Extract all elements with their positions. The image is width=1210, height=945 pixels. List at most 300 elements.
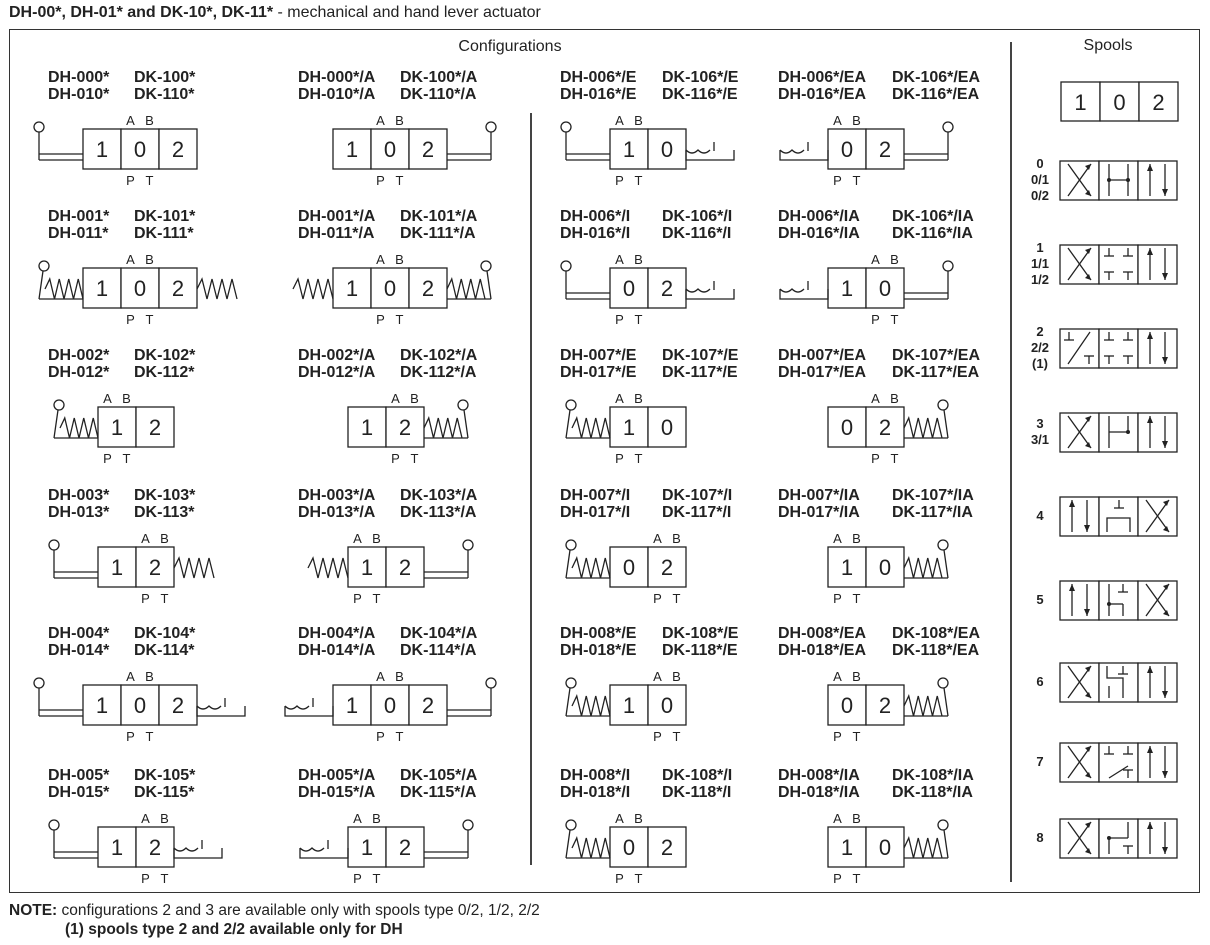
valve-position-label: 1: [345, 137, 359, 162]
config-code: DH-011*: [48, 225, 109, 242]
config-code: DH-017*/IA: [778, 504, 860, 521]
port-label-t: T: [634, 451, 643, 466]
config-code: DK-108*/EA: [892, 625, 981, 642]
config-code: DK-117*/I: [662, 504, 732, 521]
config-code: DH-016*/IA: [778, 225, 860, 242]
port-label-t: T: [160, 591, 169, 606]
config-code: DK-114*: [134, 642, 195, 659]
config-code: DK-101*/A: [400, 208, 478, 225]
config-code: DK-108*/I: [662, 767, 733, 784]
spool-symbol-2: [1059, 328, 1179, 370]
port-label-p: P: [615, 173, 624, 188]
config-code: DH-008*/IA: [778, 767, 860, 784]
port-label-a: A: [126, 113, 135, 128]
config-code: DK-101*: [134, 208, 196, 225]
valve-position-label: 0: [622, 835, 636, 860]
port-label-p: P: [833, 591, 842, 606]
note-label: NOTE:: [9, 902, 58, 919]
valve-position-label: 0: [133, 693, 147, 718]
valve-symbol: [38, 527, 298, 607]
port-label-p: P: [126, 173, 135, 188]
port-label-a: A: [391, 391, 400, 406]
valve-symbol: [288, 387, 548, 467]
spool-label-line: (1): [1032, 356, 1048, 371]
valve-symbol: [768, 807, 1028, 887]
config-code: DK-115*/A: [400, 784, 477, 801]
valve-symbol: [38, 109, 298, 189]
valve-position-label: 0: [133, 137, 147, 162]
config-code: DK-100*: [134, 69, 196, 86]
port-label-b: B: [395, 252, 404, 267]
port-label-p: P: [615, 451, 624, 466]
port-label-p: P: [615, 871, 624, 886]
port-label-p: P: [376, 729, 385, 744]
port-label-a: A: [615, 252, 624, 267]
config-code: DH-014*: [48, 642, 110, 659]
spool-label-line: 1/1: [1030, 256, 1050, 271]
config-code: DK-107*/IA: [892, 487, 974, 504]
config-code: DH-015*: [48, 784, 110, 801]
config-code: DK-105*/A: [400, 767, 478, 784]
valve-position-label: 1: [110, 555, 124, 580]
valve-position-label: 1: [95, 137, 109, 162]
config-code: DH-013*: [48, 504, 110, 521]
spool-label-line: 0/1: [1030, 172, 1050, 187]
port-label-p: P: [376, 312, 385, 327]
config-code: DH-006*/I: [560, 208, 631, 225]
config-code: DK-105*: [134, 767, 196, 784]
valve-position-label: 0: [383, 137, 397, 162]
config-code: DH-007*/EA: [778, 347, 867, 364]
spool-symbol-3: [1059, 412, 1179, 454]
config-code: DH-006*/IA: [778, 208, 860, 225]
valve-position-label: 2: [878, 693, 892, 718]
spool-label: [1020, 754, 1060, 770]
config-code: DH-004*: [48, 625, 110, 642]
valve-symbol: [288, 248, 548, 328]
valve-position-label: 1: [95, 276, 109, 301]
header-rest: - mechanical and hand lever actuator: [273, 4, 541, 21]
port-label-t: T: [395, 173, 404, 188]
valve-position-label: 1: [360, 555, 374, 580]
valve-position-label: 1: [110, 415, 124, 440]
port-label-b: B: [372, 531, 381, 546]
valve-position-label: 1: [622, 415, 636, 440]
config-code: DK-106*/IA: [892, 208, 974, 225]
valve-position-label: 2: [660, 555, 674, 580]
port-label-b: B: [160, 811, 169, 826]
valve-position-label: 2: [398, 555, 412, 580]
valve-position-label: 2: [421, 137, 435, 162]
port-label-a: A: [615, 811, 624, 826]
config-code: DH-001*/A: [298, 208, 376, 225]
config-code: DK-113*: [134, 504, 195, 521]
config-code: DK-102*/A: [400, 347, 478, 364]
valve-position-label: 1: [345, 693, 359, 718]
valve-position-label: 2: [421, 276, 435, 301]
port-label-t: T: [672, 591, 681, 606]
port-label-t: T: [145, 173, 154, 188]
config-code: DH-004*/A: [298, 625, 376, 642]
port-label-a: A: [833, 113, 842, 128]
valve-position-label: 2: [148, 835, 162, 860]
port-label-p: P: [126, 312, 135, 327]
valve-position-label: 1: [345, 276, 359, 301]
port-label-t: T: [890, 451, 899, 466]
port-label-b: B: [395, 113, 404, 128]
port-label-b: B: [395, 669, 404, 684]
config-code: DH-017*/I: [560, 504, 631, 521]
valve-position-label: 2: [421, 693, 435, 718]
spools-title: Spools: [1083, 37, 1133, 54]
port-label-a: A: [615, 391, 624, 406]
config-code: DH-016*/E: [560, 86, 637, 103]
port-label-p: P: [833, 871, 842, 886]
port-label-a: A: [376, 113, 385, 128]
port-label-t: T: [395, 729, 404, 744]
port-label-b: B: [410, 391, 419, 406]
port-label-b: B: [852, 669, 861, 684]
config-code: DK-118*/EA: [892, 642, 980, 659]
config-code: DH-015*/A: [298, 784, 376, 801]
config-code: DK-117*/E: [662, 364, 738, 381]
port-label-b: B: [634, 391, 643, 406]
valve-position-label: 1: [360, 835, 374, 860]
port-label-p: P: [353, 871, 362, 886]
spool-header-label: 0: [1113, 90, 1126, 115]
port-label-b: B: [372, 811, 381, 826]
port-label-b: B: [145, 113, 154, 128]
config-code: DH-001*: [48, 208, 110, 225]
note-line2: (1) spools type 2 and 2/2 available only for DH: [65, 921, 403, 938]
spool-header-symbol: [1060, 81, 1180, 125]
config-code: DK-106*/E: [662, 69, 739, 86]
port-label-b: B: [890, 391, 899, 406]
config-code: DH-000*/A: [298, 69, 376, 86]
config-code: DH-012*/A: [298, 364, 376, 381]
config-code: DH-018*/EA: [778, 642, 867, 659]
config-code: DH-007*/E: [560, 347, 637, 364]
port-label-t: T: [634, 312, 643, 327]
valve-position-label: 2: [878, 137, 892, 162]
config-code: DH-018*/I: [560, 784, 631, 801]
page-header: [9, 4, 541, 22]
config-code: DK-103*/A: [400, 487, 478, 504]
port-label-t: T: [852, 173, 861, 188]
config-code: DH-006*/EA: [778, 69, 867, 86]
config-code: DH-000*: [48, 69, 110, 86]
config-code: DK-100*/A: [400, 69, 478, 86]
spool-label: [1020, 592, 1060, 608]
config-code: DH-012*: [48, 364, 110, 381]
port-label-p: P: [391, 451, 400, 466]
port-label-a: A: [126, 252, 135, 267]
port-label-p: P: [615, 312, 624, 327]
config-code: DK-111*: [134, 225, 194, 242]
config-code: DH-016*/I: [560, 225, 631, 242]
config-code: DK-106*/I: [662, 208, 733, 225]
port-label-b: B: [145, 669, 154, 684]
port-label-a: A: [653, 669, 662, 684]
port-label-t: T: [145, 312, 154, 327]
config-code: DH-010*/A: [298, 86, 376, 103]
valve-symbol: [38, 248, 298, 328]
port-label-p: P: [833, 729, 842, 744]
valve-position-label: 0: [878, 555, 892, 580]
spool-label: [1020, 156, 1060, 204]
spool-label-line: 7: [1036, 754, 1044, 769]
valve-symbol: [288, 109, 548, 189]
valve-position-label: 0: [878, 276, 892, 301]
valve-position-label: 0: [840, 693, 854, 718]
config-code: DH-016*/EA: [778, 86, 867, 103]
port-label-a: A: [376, 669, 385, 684]
config-code: DK-108*/IA: [892, 767, 974, 784]
port-label-t: T: [145, 729, 154, 744]
config-code: DK-118*/IA: [892, 784, 973, 801]
valve-position-label: 1: [110, 835, 124, 860]
valve-symbol: [288, 807, 548, 887]
config-code: DK-117*/EA: [892, 364, 980, 381]
port-label-b: B: [634, 252, 643, 267]
config-code: DH-006*/E: [560, 69, 637, 86]
valve-position-label: 0: [660, 415, 674, 440]
spool-label: [1020, 416, 1060, 448]
port-label-a: A: [871, 391, 880, 406]
spool-label-line: 5: [1036, 592, 1044, 607]
port-label-a: A: [833, 811, 842, 826]
port-label-t: T: [395, 312, 404, 327]
spool-label-line: 1/2: [1030, 272, 1050, 287]
port-label-b: B: [852, 811, 861, 826]
config-code: DK-113*/A: [400, 504, 477, 521]
config-code: DH-014*/A: [298, 642, 376, 659]
config-code: DH-005*/A: [298, 767, 376, 784]
config-code: DH-010*: [48, 86, 110, 103]
port-label-t: T: [672, 729, 681, 744]
port-label-p: P: [141, 591, 150, 606]
valve-position-label: 0: [840, 415, 854, 440]
port-label-t: T: [852, 591, 861, 606]
config-code: DH-007*/I: [560, 487, 631, 504]
valve-symbol: [768, 665, 1028, 745]
valve-position-label: 0: [383, 276, 397, 301]
valve-symbol: [768, 248, 1028, 328]
config-code: DK-114*/A: [400, 642, 477, 659]
valve-position-label: 0: [878, 835, 892, 860]
port-label-p: P: [833, 173, 842, 188]
config-code: DH-008*/EA: [778, 625, 867, 642]
valve-position-label: 2: [878, 415, 892, 440]
config-code: DK-116*/EA: [892, 86, 980, 103]
config-code: DK-107*/I: [662, 487, 733, 504]
spool-symbol-7: [1059, 742, 1179, 784]
valve-position-label: 2: [660, 835, 674, 860]
port-label-p: P: [141, 871, 150, 886]
valve-position-label: 2: [171, 137, 185, 162]
valve-symbol: [288, 527, 548, 607]
valve-position-label: 2: [398, 415, 412, 440]
config-code: DK-108*/E: [662, 625, 739, 642]
port-label-a: A: [126, 669, 135, 684]
port-label-a: A: [871, 252, 880, 267]
port-label-b: B: [672, 531, 681, 546]
valve-position-label: 1: [622, 137, 636, 162]
port-label-t: T: [890, 312, 899, 327]
port-label-a: A: [615, 113, 624, 128]
config-code: DK-116*/E: [662, 86, 738, 103]
config-code: DK-107*/E: [662, 347, 739, 364]
config-code: DK-112*/A: [400, 364, 477, 381]
port-label-t: T: [372, 591, 381, 606]
config-code: DH-002*/A: [298, 347, 376, 364]
spool-label-line: 8: [1036, 830, 1044, 845]
valve-position-label: 2: [148, 555, 162, 580]
config-code: DK-102*: [134, 347, 196, 364]
config-code: DH-007*/IA: [778, 487, 860, 504]
valve-position-label: 0: [660, 137, 674, 162]
port-label-t: T: [634, 871, 643, 886]
spool-label: [1020, 830, 1060, 846]
port-label-a: A: [353, 531, 362, 546]
spool-symbol-4: [1059, 496, 1179, 538]
valve-symbol: [768, 527, 1028, 607]
port-label-t: T: [852, 871, 861, 886]
valve-position-label: 1: [622, 693, 636, 718]
spool-label-line: 4: [1036, 508, 1044, 523]
config-code: DK-103*: [134, 487, 196, 504]
config-code: DK-106*/EA: [892, 69, 981, 86]
valve-position-label: 0: [383, 693, 397, 718]
note-line1: configurations 2 and 3 are available only with spools type 0/2, 1/2, 2/2: [57, 902, 540, 919]
spool-label: [1020, 508, 1060, 524]
config-code: DH-005*: [48, 767, 110, 784]
valve-symbol: [768, 109, 1028, 189]
port-label-t: T: [372, 871, 381, 886]
valve-symbol: [288, 665, 548, 745]
spool-label-line: 0: [1036, 156, 1044, 171]
spool-header-label: 2: [1152, 90, 1165, 115]
port-label-t: T: [852, 729, 861, 744]
valve-position-label: 0: [622, 276, 636, 301]
port-label-a: A: [353, 811, 362, 826]
valve-symbol: [38, 807, 298, 887]
spool-symbol-5: [1059, 580, 1179, 622]
spool-label-line: 2/2: [1030, 340, 1050, 355]
config-code: DK-118*/E: [662, 642, 738, 659]
port-label-b: B: [122, 391, 131, 406]
valve-position-label: 0: [133, 276, 147, 301]
config-code: DH-018*/E: [560, 642, 637, 659]
spool-symbol-8: [1059, 818, 1179, 860]
port-label-a: A: [141, 531, 150, 546]
port-label-p: P: [126, 729, 135, 744]
spool-label-line: 3: [1036, 416, 1044, 431]
valve-position-label: 0: [840, 137, 854, 162]
port-label-p: P: [871, 451, 880, 466]
config-code: DH-008*/I: [560, 767, 631, 784]
config-code: DK-107*/EA: [892, 347, 981, 364]
port-label-b: B: [160, 531, 169, 546]
valve-position-label: 2: [171, 693, 185, 718]
port-label-a: A: [376, 252, 385, 267]
port-label-p: P: [653, 591, 662, 606]
port-label-t: T: [634, 173, 643, 188]
spool-label-line: 0/2: [1030, 188, 1050, 203]
spool-label: [1020, 674, 1060, 690]
valve-position-label: 2: [171, 276, 185, 301]
port-label-b: B: [634, 811, 643, 826]
config-code: DH-017*/E: [560, 364, 637, 381]
spool-symbol-0: [1059, 160, 1179, 202]
port-label-t: T: [410, 451, 419, 466]
config-code: DH-017*/EA: [778, 364, 867, 381]
port-label-b: B: [145, 252, 154, 267]
config-code: DK-116*/I: [662, 225, 732, 242]
valve-position-label: 1: [840, 276, 854, 301]
valve-position-label: 1: [840, 555, 854, 580]
valve-position-label: 0: [622, 555, 636, 580]
spool-label: [1020, 324, 1060, 372]
config-code: DK-115*: [134, 784, 195, 801]
port-label-a: A: [833, 669, 842, 684]
valve-position-label: 2: [398, 835, 412, 860]
spool-label-line: 3/1: [1030, 432, 1050, 447]
port-label-a: A: [103, 391, 112, 406]
inner-divider: [530, 113, 532, 865]
spool-label-line: 2: [1036, 324, 1044, 339]
config-code: DH-003*: [48, 487, 110, 504]
config-code: DH-013*/A: [298, 504, 376, 521]
header-bold: DH-00*, DH-01* and DK-10*, DK-11*: [9, 4, 274, 21]
config-code: DK-110*: [134, 86, 195, 103]
port-label-p: P: [103, 451, 112, 466]
config-code: DK-112*: [134, 364, 195, 381]
port-label-p: P: [653, 729, 662, 744]
config-code: DK-104*/A: [400, 625, 478, 642]
valve-position-label: 2: [148, 415, 162, 440]
port-label-t: T: [122, 451, 131, 466]
config-code: DK-104*: [134, 625, 196, 642]
valve-position-label: 2: [660, 276, 674, 301]
valve-position-label: 0: [660, 693, 674, 718]
config-code: DH-018*/IA: [778, 784, 860, 801]
config-code: DK-118*/I: [662, 784, 732, 801]
port-label-p: P: [871, 312, 880, 327]
spool-label-line: 6: [1036, 674, 1044, 689]
port-label-b: B: [852, 113, 861, 128]
config-code: DH-008*/E: [560, 625, 637, 642]
port-label-p: P: [353, 591, 362, 606]
spool-label-line: 1: [1036, 240, 1044, 255]
valve-symbol: [38, 387, 298, 467]
valve-position-label: 1: [360, 415, 374, 440]
spool-symbol-1: [1059, 244, 1179, 286]
configurations-title: Configurations: [458, 38, 562, 55]
config-code: DK-110*/A: [400, 86, 477, 103]
spool-symbol-6: [1059, 662, 1179, 704]
footnote: [9, 901, 540, 939]
port-label-a: A: [141, 811, 150, 826]
port-label-b: B: [890, 252, 899, 267]
config-code: DH-002*: [48, 347, 110, 364]
config-code: DH-003*/A: [298, 487, 376, 504]
valve-symbol: [768, 387, 1028, 467]
valve-symbol: [38, 665, 298, 745]
port-label-b: B: [852, 531, 861, 546]
port-label-t: T: [160, 871, 169, 886]
spool-header-label: 1: [1074, 90, 1087, 115]
